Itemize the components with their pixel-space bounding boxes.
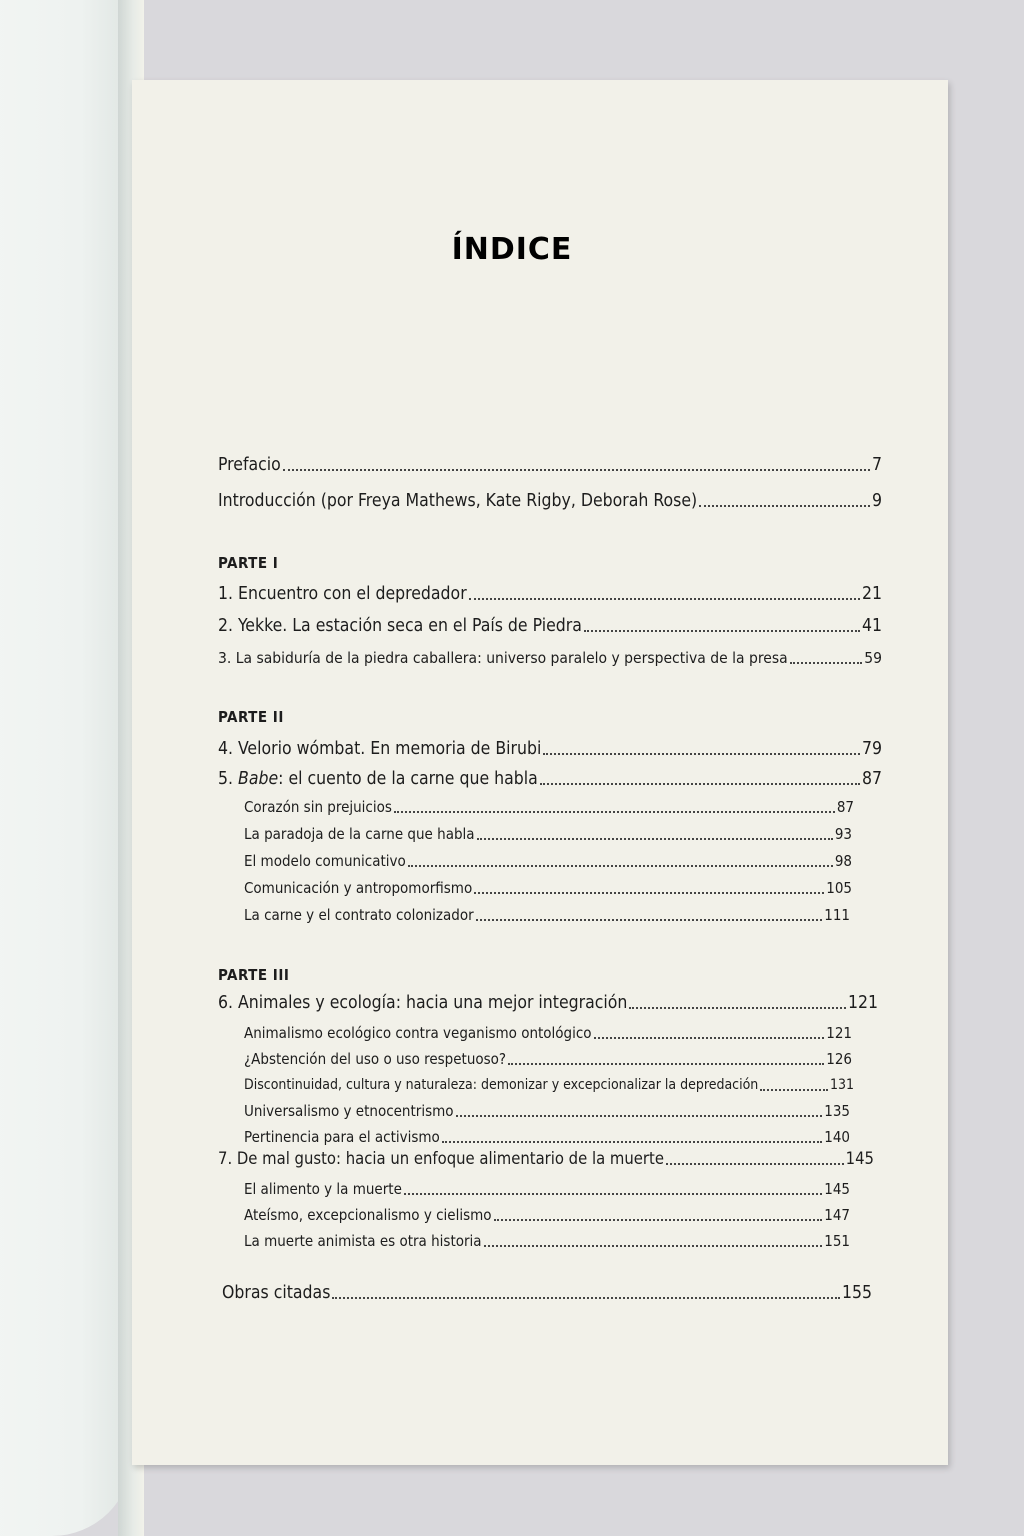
toc-entry-chapter-7 xyxy=(218,1148,874,1170)
leader-dots xyxy=(408,865,833,867)
toc-entry-chapter-4 xyxy=(218,738,882,760)
leader-dots xyxy=(594,1037,825,1039)
entry-label: Animalismo ecológico contra veganismo ontológico xyxy=(244,1024,592,1042)
entry-page: 131 xyxy=(829,1077,854,1093)
leader-dots xyxy=(332,1297,840,1299)
leader-dots xyxy=(476,919,823,921)
chapter-number: 5. xyxy=(218,769,239,789)
entry-label: Introducción (por Freya Mathews, Kate Rigby, Deborah Rose) xyxy=(218,491,698,511)
leader-dots xyxy=(760,1089,828,1091)
toc-subentry xyxy=(244,1048,852,1070)
entry-label: Corazón sin prejuicios xyxy=(244,798,392,816)
leader-dots xyxy=(283,469,870,471)
leader-dots xyxy=(508,1063,824,1065)
entry-label: 7. De mal gusto: hacia un enfoque alimentario de la muerte xyxy=(218,1149,664,1168)
entry-page: 105 xyxy=(826,879,852,897)
entry-label: 3. La sabiduría de la piedra caballera: universo paralelo y perspectiva de la presa xyxy=(218,649,788,667)
toc-subentry xyxy=(244,1230,850,1252)
entry-label: La carne y el contrato colonizador xyxy=(244,906,474,924)
entry-label: 2. Yekke. La estación seca en el País de Piedra xyxy=(218,616,582,636)
leader-dots xyxy=(477,838,833,840)
toc-subentry xyxy=(244,1022,852,1044)
entry-label: Discontinuidad, cultura y naturaleza: demonizar y excepcionalizar la depredación xyxy=(244,1077,759,1093)
entry-page: 155 xyxy=(841,1283,872,1303)
leader-dots xyxy=(790,662,863,664)
toc-subentry xyxy=(244,1178,850,1200)
entry-label xyxy=(218,768,538,790)
leader-dots xyxy=(543,753,860,755)
leader-dots xyxy=(666,1163,844,1165)
entry-page: 145 xyxy=(845,1149,874,1168)
toc-subentry xyxy=(244,1074,854,1096)
entry-label: El alimento y la muerte xyxy=(244,1180,402,1198)
entry-page: 41 xyxy=(861,616,882,636)
entry-label: El modelo comunicativo xyxy=(244,852,406,870)
book-page xyxy=(132,80,948,1465)
leader-dots xyxy=(474,892,824,894)
toc-subentry xyxy=(244,904,850,926)
entry-page: 135 xyxy=(824,1102,850,1120)
entry-page: 87 xyxy=(836,798,854,816)
entry-page: 145 xyxy=(824,1180,850,1198)
entry-page: 9 xyxy=(871,491,882,511)
entry-page: 111 xyxy=(824,906,850,924)
page-title: ÍNDICE xyxy=(451,232,573,267)
entry-label: 6. Animales y ecología: hacia una mejor integración xyxy=(218,993,628,1013)
leader-dots xyxy=(442,1141,822,1143)
entry-page: 87 xyxy=(861,769,882,789)
entry-page: 79 xyxy=(861,739,882,759)
toc-subentry xyxy=(244,823,852,845)
entry-label: Obras citadas xyxy=(222,1283,331,1303)
entry-page: 151 xyxy=(824,1232,850,1250)
toc-subentry xyxy=(244,1204,850,1226)
toc-entry-obras-citadas xyxy=(222,1282,872,1304)
entry-page: 93 xyxy=(834,825,852,843)
leader-dots xyxy=(404,1193,822,1195)
entry-label: Pertinencia para el activismo xyxy=(244,1128,440,1146)
part-heading-2: PARTE II xyxy=(218,708,284,726)
leader-dots xyxy=(629,1007,846,1009)
toc-entry-chapter-2 xyxy=(218,615,882,637)
entry-page: 121 xyxy=(826,1024,852,1042)
entry-label: La muerte animista es otra historia xyxy=(244,1232,482,1250)
entry-label: 4. Velorio wómbat. En memoria de Birubi xyxy=(218,739,542,759)
entry-label: La paradoja de la carne que habla xyxy=(244,825,475,843)
entry-page: 140 xyxy=(824,1128,850,1146)
entry-label: Universalismo y etnocentrismo xyxy=(244,1102,454,1120)
leader-dots xyxy=(584,630,860,632)
toc-entry-chapter-3 xyxy=(218,647,882,669)
entry-page: 7 xyxy=(871,455,882,475)
entry-page: 98 xyxy=(834,852,852,870)
toc-entry-chapter-6 xyxy=(218,992,878,1014)
entry-label: Comunicación y antropomorfismo xyxy=(244,879,473,897)
toc-subentry xyxy=(244,1126,850,1148)
entry-page: 147 xyxy=(824,1206,850,1224)
entry-page: 21 xyxy=(861,584,882,604)
entry-label: ¿Abstención del uso o uso respetuoso? xyxy=(244,1050,507,1068)
toc-subentry xyxy=(244,1100,850,1122)
leader-dots xyxy=(484,1245,823,1247)
facing-page xyxy=(0,0,132,1536)
toc-subentry xyxy=(244,850,852,872)
entry-page: 121 xyxy=(847,993,878,1013)
chapter-title-rest: : el cuento de la carne que habla xyxy=(278,769,538,789)
toc-entry-chapter-5 xyxy=(218,768,882,790)
entry-label: Prefacio xyxy=(218,455,281,475)
toc-subentry xyxy=(244,796,854,818)
toc-subentry xyxy=(244,877,852,899)
entry-label: Ateísmo, excepcionalismo y cielismo xyxy=(244,1206,492,1224)
leader-dots xyxy=(394,811,835,813)
part-heading-1: PARTE I xyxy=(218,554,279,572)
entry-page: 126 xyxy=(826,1050,852,1068)
leader-dots xyxy=(456,1115,823,1117)
toc-entry-introduccion xyxy=(218,490,882,512)
toc-entry-prefacio xyxy=(218,454,882,476)
part-heading-3: PARTE III xyxy=(218,966,290,984)
leader-dots xyxy=(469,598,860,600)
chapter-title-italic: Babe xyxy=(238,769,279,789)
leader-dots xyxy=(540,783,860,785)
entry-page: 59 xyxy=(864,649,882,667)
toc-entry-chapter-1 xyxy=(218,583,882,605)
leader-dots xyxy=(494,1219,823,1221)
entry-label: 1. Encuentro con el depredador xyxy=(218,584,467,604)
leader-dots xyxy=(699,505,870,507)
